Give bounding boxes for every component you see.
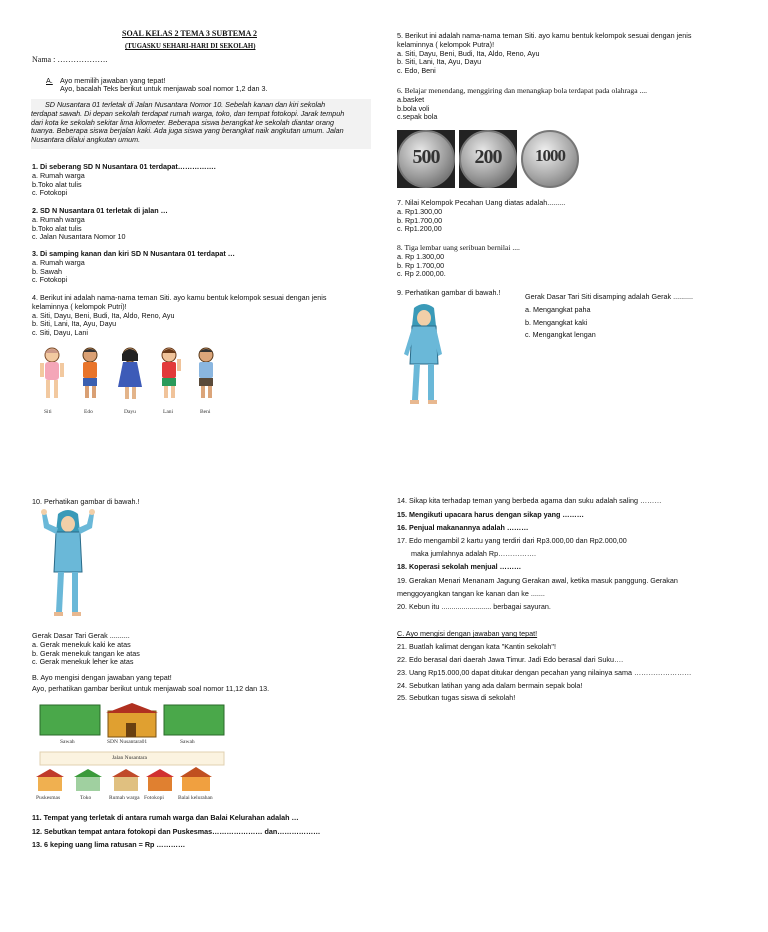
question-25: 25. Sebutkan tugas siswa di sekolah! <box>397 693 516 702</box>
question-19: 19. Gerakan Menari Menanam Jagung Gerakan awal, ketika masuk panggung. Gerakan menggoyangkan tangan ke kanan dan ke ....... <box>397 576 678 598</box>
question-7: 7. Nilai Kelompok Pecahan Uang diatas adalah......... a. Rp1.300,00 b. Rp1.700,00 c. Rp1.200,00 <box>397 198 566 234</box>
fotokopi-building <box>146 769 174 791</box>
coin-1000: 1000 <box>521 130 579 188</box>
school-building <box>106 703 158 737</box>
question-15: 15. Mengikuti upacara harus dengan sikap yang ……… <box>397 510 584 519</box>
kid-edo-figure <box>83 348 97 398</box>
kid-beni-figure <box>199 348 213 398</box>
kid-label-dayu: Dayu <box>124 409 136 415</box>
map-label-fotokopi: Fotokopi <box>144 795 164 801</box>
question-20: 20. Kebun itu ......................... berbagai sayuran. <box>397 602 551 611</box>
question-16: 16. Penjual makanannya adalah ……… <box>397 523 529 532</box>
page-subtitle: (TUGASKU SEHARI-HARI DI SEKOLAH) <box>125 43 256 50</box>
map-label-sawah-right: Sawah <box>180 739 195 745</box>
reading-passage: SD Nusantara 01 terletak di Jalan Nusantara Nomor 10. Sebelah kanan dan kiri sekolah terdapat sawah. Di depan sekolah terdapat rumah warga, toko, dan tempat fotokopi. Jarak tempuh dari kota ke sekolah sekitar lima kilometer. Beberapa siswa berangkat ke sekolah diantar orang tuanya. Beberapa siswa berjalan kaki. Ada juga siswa yang berangkat naik angkutan umum. Jalan Nusantara dilalui angkutan umum. <box>31 99 371 149</box>
question-1: 1. Di seberang SD N Nusantara 01 terdapat……………. a. Rumah warga b.Toko alat tulis c. Fotokopi <box>32 162 216 198</box>
question-5: 5. Berikut ini adalah nama-nama teman Siti. ayo kamu bentuk kelompok sesuai dengan jenis kelaminnya ( kelompok Putra)! a. Siti, Dayu, Beni, Budi, Ita, Aldo, Reno, Ayu b. Siti, Lani, Ita, Ayu, Dayu c. Edo, Beni <box>397 31 692 76</box>
question-9: 9. Perhatikan gambar di bawah.! <box>397 288 501 297</box>
question-24: 24. Sebutkan latihan yang ada dalam bermain sepak bola! <box>397 681 583 690</box>
coin-500: 500 <box>397 130 455 188</box>
kids-illustration <box>36 345 226 410</box>
question-6: 6. Belajar menendang, menggiring dan menangkap bola terdapat pada olahraga .... a.basket b.bola voli c.sepak bola <box>397 86 648 122</box>
question-13: 13. 6 keping uang lima ratusan = Rp ………… <box>32 840 186 849</box>
question-14: 14. Sikap kita terhadap teman yang berbeda agama dan suku adalah saling ……… <box>397 496 662 505</box>
map-label-sawah-left: Sawah <box>60 739 75 745</box>
question-12: 12. Sebutkan tempat antara fotokopi dan Puskesmas………………… dan……………… <box>32 827 321 836</box>
kid-label-lani: Lani <box>163 409 174 415</box>
puskesmas-building <box>36 769 64 791</box>
section-c: C. Ayo mengisi dengan jawaban yang tepat! <box>397 629 538 638</box>
kid-label-edo: Edo <box>84 409 93 415</box>
question-2: 2. SD N Nusantara 01 terletak di jalan … a. Rumah warga b.Toko alat tulis c. Jalan Nusantara Nomor 10 <box>32 206 168 242</box>
question-10-text: Gerak Dasar Tari Gerak .......... a. Gerak menekuk kaki ke atas b. Gerak menekuk tangan ke atas c. Gerak menekuk leher ke atas <box>32 631 140 667</box>
question-22: 22. Edo berasal dari daerah Jawa Timur. Jadi Edo berasal dari Suku…. <box>397 655 624 664</box>
question-21: 21. Buatlah kalimat dengan kata "Kantin sekolah"! <box>397 642 556 651</box>
dancer-figure-q10 <box>40 508 100 623</box>
kid-lani-figure <box>162 348 181 398</box>
coin-200: 200 <box>459 130 517 188</box>
map-label-road: Jalan Nusantara <box>112 755 147 761</box>
map-label-toko: Toko <box>80 795 92 801</box>
question-11: 11. Tempat yang terletak di antara rumah warga dan Balai Kelurahan adalah … <box>32 813 299 822</box>
kid-dayu-figure <box>118 348 142 399</box>
rice-field-left <box>40 705 100 735</box>
question-8: 8. Tiga lembar uang seribuan bernilai .... a. Rp 1.300,00 b. Rp 1.700,00 c. Rp 2.000,00. <box>397 243 520 279</box>
dancer-figure-q9 <box>400 304 448 409</box>
question-9-text: Gerak Dasar Tari Siti disamping adalah Gerak .......... a. Mengangkat paha b. Mengangkat kaki c. Mengangkat lengan <box>525 292 694 340</box>
section-a-letter: A. <box>46 76 53 85</box>
map-label-balai-kelurahan: Balai kelurahan <box>178 795 213 801</box>
question-4: 4. Berikut ini adalah nama-nama teman Siti. ayo kamu bentuk kelompok sesuai dengan jenis kelaminnya ( kelompok Putri)! a. Siti, Dayu, Beni, Budi, Ita, Aldo, Reno, Ayu b. Siti, Lani, Ita, Ayu, Dayu c. Siti, Dayu, Lani <box>32 293 327 338</box>
kid-label-siti: Siti <box>44 409 52 415</box>
rice-field-right <box>164 705 224 735</box>
section-a-instructions: Ayo, bacalah Teks berikut untuk menjawab soal nomor 1,2 dan 3. <box>60 84 268 93</box>
page-title: SOAL KELAS 2 TEMA 3 SUBTEMA 2 <box>122 29 257 38</box>
name-field[interactable]: Nama : ………………. <box>32 55 108 64</box>
question-17: 17. Edo mengambil 2 kartu yang terdiri dari Rp3.000,00 dan Rp2.000,00 maka jumlahnya adalah Rp……………. <box>397 536 627 558</box>
neighborhood-map <box>36 703 236 803</box>
balai-kelurahan-building <box>180 767 212 791</box>
map-label-rumah-warga: Rumah warga <box>109 795 140 801</box>
toko-building <box>74 769 102 791</box>
map-label-puskesmas: Puskesmas <box>36 795 61 801</box>
question-18: 18. Koperasi sekolah menjual ……… <box>397 562 522 571</box>
question-10: 10. Perhatikan gambar di bawah.! <box>32 497 140 506</box>
kid-label-beni: Beni <box>200 409 211 415</box>
kid-siti-figure <box>40 348 64 398</box>
section-a-title: Ayo memilih jawaban yang tepat! <box>60 76 166 85</box>
question-23: 23. Uang Rp15.000,00 dapat ditukar dengan pecahan yang nilainya sama …………………… <box>397 668 692 677</box>
rumah-warga-building <box>112 769 140 791</box>
map-label-school: SDN Nusantara01 <box>107 739 148 745</box>
question-3: 3. Di samping kanan dan kiri SD N Nusantara 01 terdapat … a. Rumah warga b. Sawah c. Fotokopi <box>32 249 235 285</box>
section-b: B. Ayo mengisi dengan jawaban yang tepat! Ayo, perhatikan gambar berikut untuk menjawab soal nomor 11,12 dan 13. <box>32 673 270 693</box>
